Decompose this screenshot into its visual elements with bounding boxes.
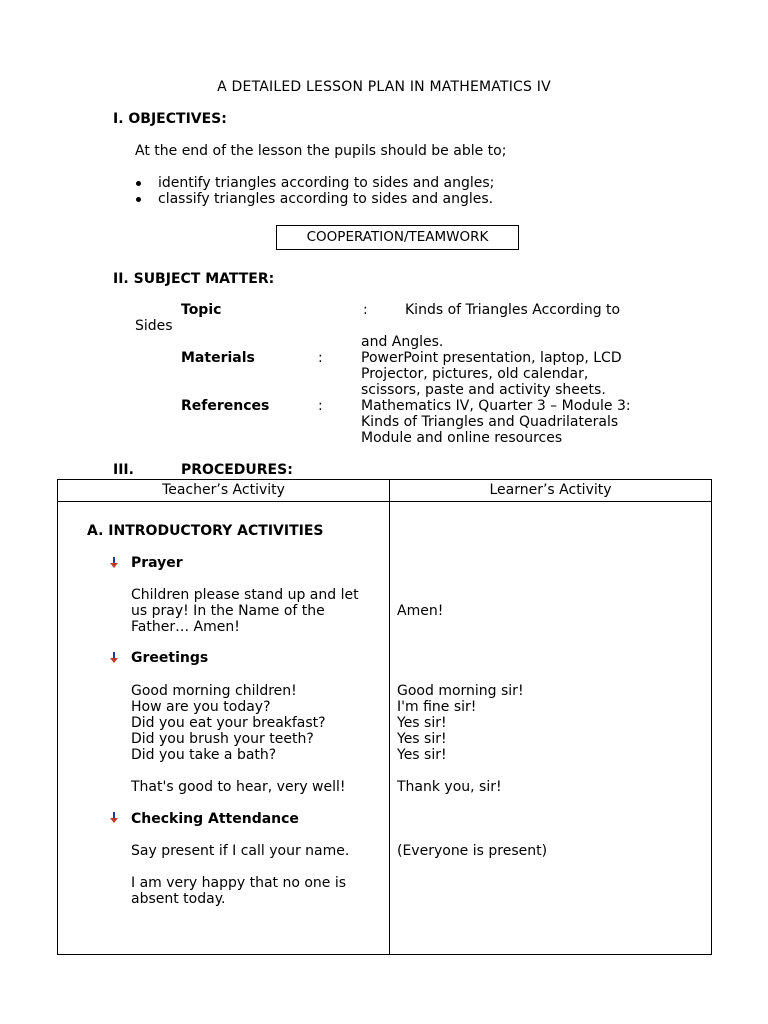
greetings-label: Greetings <box>131 650 209 666</box>
references-value: Mathematics IV, Quarter 3 – Module 3: <box>361 398 631 414</box>
teacher-activity-header: Teacher’s Activity <box>58 480 390 502</box>
prayer-teacher-line: Father… Amen! <box>131 619 240 635</box>
materials-label: Materials <box>181 350 255 366</box>
learner-activity-header: Learner’s Activity <box>390 480 712 502</box>
greetings-learner-line: Yes sir! <box>397 715 447 731</box>
greetings-learner-line: Good morning sir! <box>397 683 524 699</box>
objective-item: classify triangles according to sides and angles. <box>158 191 494 207</box>
teacher-activity-cell <box>58 502 390 955</box>
materials-value: PowerPoint presentation, laptop, LCD <box>361 350 622 366</box>
objective-item: identify triangles according to sides and angles; <box>158 175 495 191</box>
materials-value: scissors, paste and activity sheets. <box>361 382 606 398</box>
greetings-learner-followup: Thank you, sir! <box>397 779 502 795</box>
lesson-plan-title: A DETAILED LESSON PLAN IN MATHEMATICS IV <box>217 79 551 95</box>
objectives-intro: At the end of the lesson the pupils should be able to; <box>135 143 507 159</box>
references-value: Module and online resources <box>361 430 563 446</box>
materials-value: Projector, pictures, old calendar, <box>361 366 589 382</box>
bullet-icon <box>136 197 141 202</box>
section-heading: A. INTRODUCTORY ACTIVITIES <box>87 523 324 539</box>
procedures-number: III. <box>113 462 134 478</box>
greetings-learner-line: Yes sir! <box>397 747 447 763</box>
prayer-teacher-line: Children please stand up and let <box>131 587 359 603</box>
learner-activity-cell <box>390 502 712 955</box>
references-colon: : <box>318 398 323 414</box>
greetings-learner-line: Yes sir! <box>397 731 447 747</box>
greetings-teacher-line: Did you brush your teeth? <box>131 731 314 747</box>
attendance-learner-line: (Everyone is present) <box>397 843 548 859</box>
arrow-down-bullet-icon <box>109 812 119 824</box>
references-label: References <box>181 398 270 414</box>
references-value: Kinds of Triangles and Quadrilaterals <box>361 414 619 430</box>
attendance-label: Checking Attendance <box>131 811 299 827</box>
procedures-table <box>57 479 712 955</box>
greetings-teacher-line: Good morning children! <box>131 683 297 699</box>
topic-value: Sides <box>135 318 173 334</box>
attendance-teacher-note: I am very happy that no one is <box>131 875 347 891</box>
arrow-down-bullet-icon <box>109 557 119 569</box>
topic-value: Kinds of Triangles According to <box>405 302 621 318</box>
topic-label: Topic <box>181 302 222 318</box>
topic-colon: : <box>363 302 368 318</box>
prayer-label: Prayer <box>131 555 183 571</box>
greetings-teacher-followup: That's good to hear, very well! <box>131 779 346 795</box>
greetings-teacher-line: Did you eat your breakfast? <box>131 715 326 731</box>
greetings-teacher-line: Did you take a bath? <box>131 747 277 763</box>
table-header-row <box>58 480 712 502</box>
materials-colon: : <box>318 350 323 366</box>
value-focus-box: COOPERATION/TEAMWORK <box>276 225 519 250</box>
topic-value: and Angles. <box>361 334 444 350</box>
subject-matter-heading: II. SUBJECT MATTER: <box>113 271 275 287</box>
arrow-down-bullet-icon <box>109 652 119 664</box>
table-row <box>58 502 712 955</box>
prayer-learner-line: Amen! <box>397 603 444 619</box>
prayer-teacher-line: us pray! In the Name of the <box>131 603 325 619</box>
procedures-heading: PROCEDURES: <box>181 462 293 478</box>
attendance-teacher-note: absent today. <box>131 891 226 907</box>
objectives-heading: I. OBJECTIVES: <box>113 111 227 127</box>
greetings-teacher-line: How are you today? <box>131 699 271 715</box>
greetings-learner-line: I'm fine sir! <box>397 699 477 715</box>
bullet-icon <box>136 181 141 186</box>
attendance-teacher-line: Say present if I call your name. <box>131 843 350 859</box>
